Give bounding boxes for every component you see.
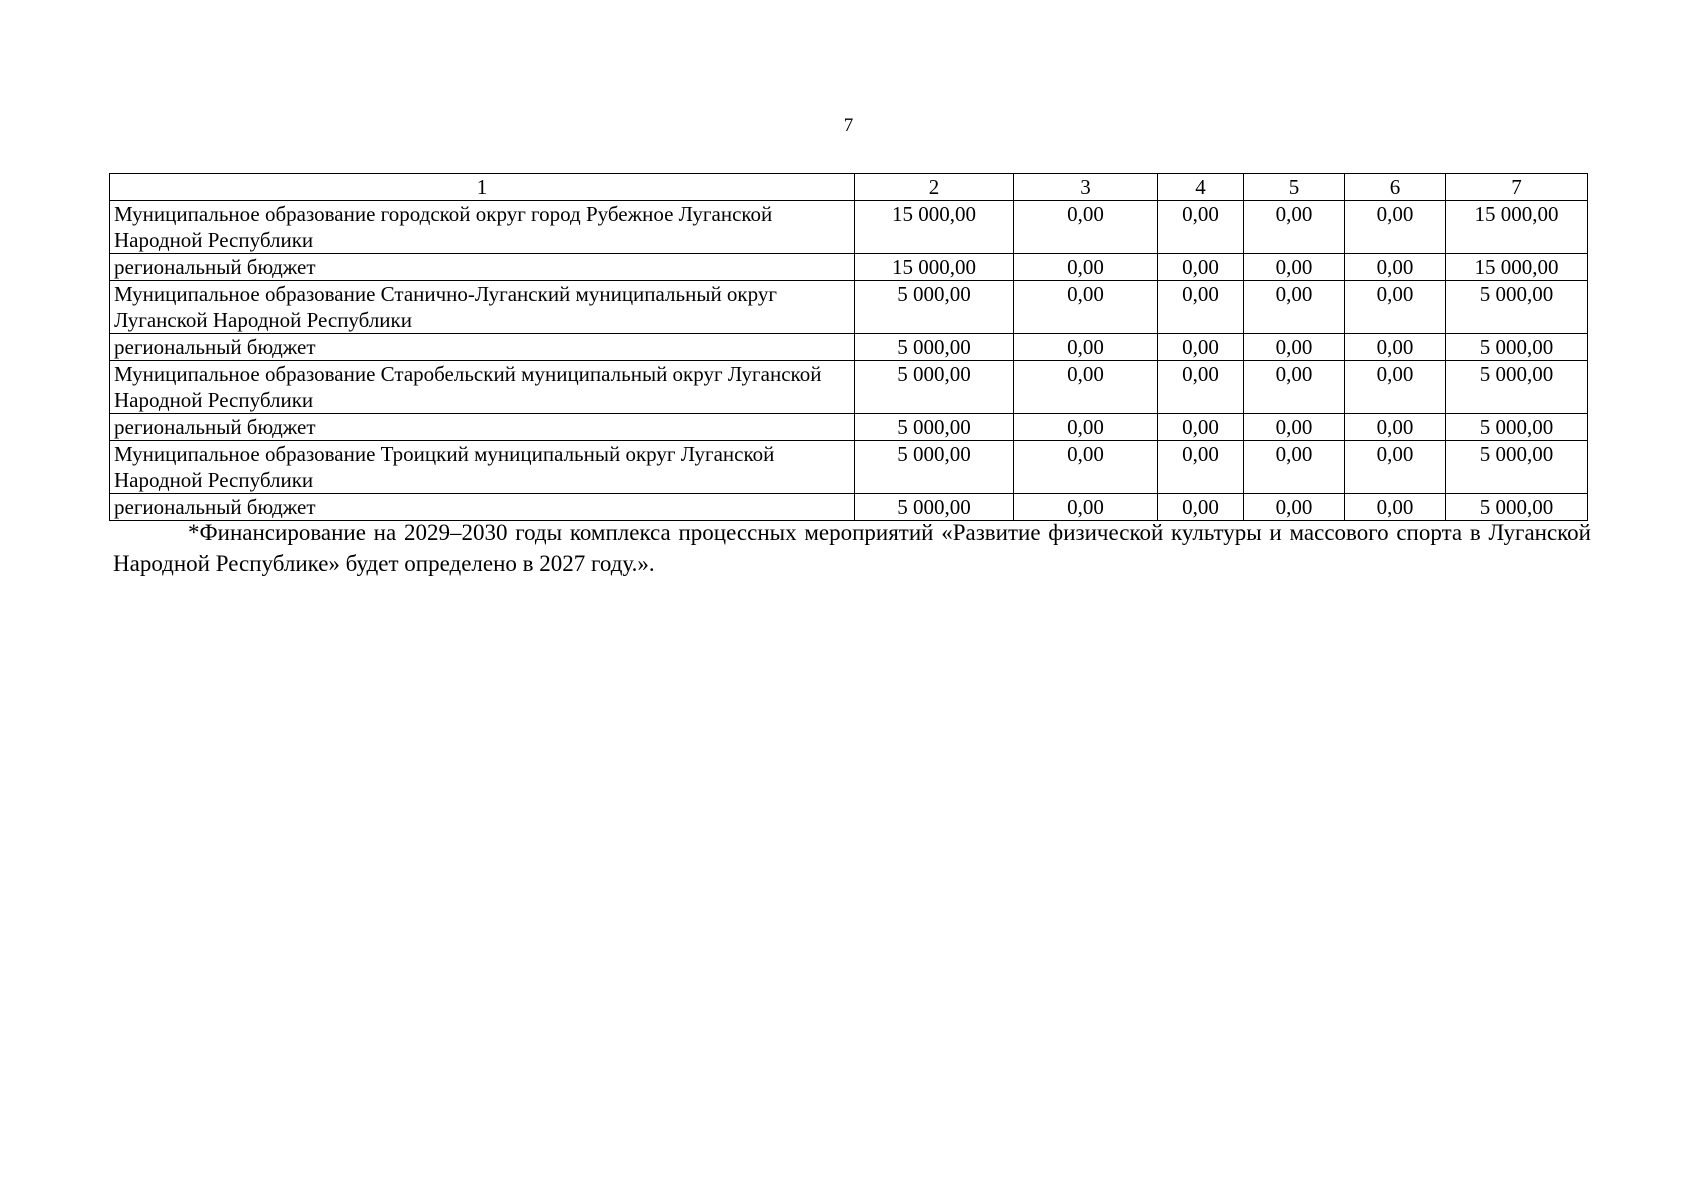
- column-number-1: 1: [110, 174, 855, 201]
- value-cell-col-6: 0,00: [1345, 254, 1446, 281]
- table-row: [110, 441, 1588, 494]
- table-row: [110, 254, 1588, 281]
- value-cell-col-7: 5 000,00: [1446, 281, 1588, 334]
- value-cell-col-4: 0,00: [1158, 281, 1244, 334]
- value-cell-col-6: 0,00: [1345, 414, 1446, 441]
- value-cell-col-7: 5 000,00: [1446, 494, 1588, 521]
- value-cell-col-2: 5 000,00: [855, 441, 1014, 494]
- column-number-6: 6: [1345, 174, 1446, 201]
- column-number-7: 7: [1446, 174, 1588, 201]
- column-number-5: 5: [1244, 174, 1345, 201]
- value-cell-col-4: 0,00: [1158, 441, 1244, 494]
- row-name-cell: региональный бюджет: [110, 494, 855, 521]
- table-row: [110, 414, 1588, 441]
- value-cell-col-6: 0,00: [1345, 361, 1446, 414]
- value-cell-col-2: 15 000,00: [855, 201, 1014, 254]
- value-cell-col-7: 5 000,00: [1446, 361, 1588, 414]
- value-cell-col-5: 0,00: [1244, 361, 1345, 414]
- value-cell-col-4: 0,00: [1158, 361, 1244, 414]
- row-name-cell: региональный бюджет: [110, 414, 855, 441]
- value-cell-col-3: 0,00: [1014, 494, 1158, 521]
- value-cell-col-6: 0,00: [1345, 334, 1446, 361]
- table-row: [110, 201, 1588, 254]
- value-cell-col-4: 0,00: [1158, 254, 1244, 281]
- value-cell-col-7: 5 000,00: [1446, 441, 1588, 494]
- value-cell-col-2: 5 000,00: [855, 334, 1014, 361]
- value-cell-col-3: 0,00: [1014, 441, 1158, 494]
- page-number: 7: [843, 115, 854, 136]
- value-cell-col-7: 5 000,00: [1446, 334, 1588, 361]
- value-cell-col-5: 0,00: [1244, 334, 1345, 361]
- value-cell-col-2: 5 000,00: [855, 361, 1014, 414]
- row-name-cell: региональный бюджет: [110, 334, 855, 361]
- value-cell-col-5: 0,00: [1244, 201, 1345, 254]
- row-name-cell: региональный бюджет: [110, 254, 855, 281]
- row-name-cell: Муниципальное образование Станично-Луганский муниципальный округ Луганской Народной Республики: [110, 281, 855, 334]
- value-cell-col-6: 0,00: [1345, 281, 1446, 334]
- value-cell-col-3: 0,00: [1014, 361, 1158, 414]
- value-cell-col-3: 0,00: [1014, 254, 1158, 281]
- table-header-row: [110, 174, 1588, 201]
- value-cell-col-2: 5 000,00: [855, 414, 1014, 441]
- value-cell-col-4: 0,00: [1158, 494, 1244, 521]
- table-row: [110, 361, 1588, 414]
- funding-table: [109, 173, 1588, 521]
- row-name-cell: Муниципальное образование городской округ город Рубежное Луганской Народной Республики: [110, 201, 855, 254]
- footnote: *Финансирование на 2029–2030 годы комплекса процессных мероприятий «Развитие физической культуры и массового спорта в Луганской Народной Республике» будет определено в 2027 году.».: [113, 520, 1591, 576]
- value-cell-col-6: 0,00: [1345, 441, 1446, 494]
- value-cell-col-3: 0,00: [1014, 414, 1158, 441]
- table-row: [110, 281, 1588, 334]
- value-cell-col-3: 0,00: [1014, 334, 1158, 361]
- value-cell-col-2: 5 000,00: [855, 281, 1014, 334]
- value-cell-col-5: 0,00: [1244, 441, 1345, 494]
- table-row: [110, 334, 1588, 361]
- value-cell-col-2: 15 000,00: [855, 254, 1014, 281]
- value-cell-col-4: 0,00: [1158, 414, 1244, 441]
- value-cell-col-6: 0,00: [1345, 201, 1446, 254]
- column-number-4: 4: [1158, 174, 1244, 201]
- value-cell-col-7: 15 000,00: [1446, 201, 1588, 254]
- value-cell-col-2: 5 000,00: [855, 494, 1014, 521]
- value-cell-col-7: 15 000,00: [1446, 254, 1588, 281]
- row-name-cell: Муниципальное образование Старобельский муниципальный округ Луганской Народной Республики: [110, 361, 855, 414]
- row-name-cell: Муниципальное образование Троицкий муниципальный округ Луганской Народной Республики: [110, 441, 855, 494]
- value-cell-col-5: 0,00: [1244, 254, 1345, 281]
- value-cell-col-4: 0,00: [1158, 201, 1244, 254]
- value-cell-col-6: 0,00: [1345, 494, 1446, 521]
- value-cell-col-5: 0,00: [1244, 414, 1345, 441]
- column-number-3: 3: [1014, 174, 1158, 201]
- value-cell-col-7: 5 000,00: [1446, 414, 1588, 441]
- value-cell-col-4: 0,00: [1158, 334, 1244, 361]
- value-cell-col-3: 0,00: [1014, 281, 1158, 334]
- value-cell-col-5: 0,00: [1244, 494, 1345, 521]
- column-number-2: 2: [855, 174, 1014, 201]
- value-cell-col-3: 0,00: [1014, 201, 1158, 254]
- value-cell-col-5: 0,00: [1244, 281, 1345, 334]
